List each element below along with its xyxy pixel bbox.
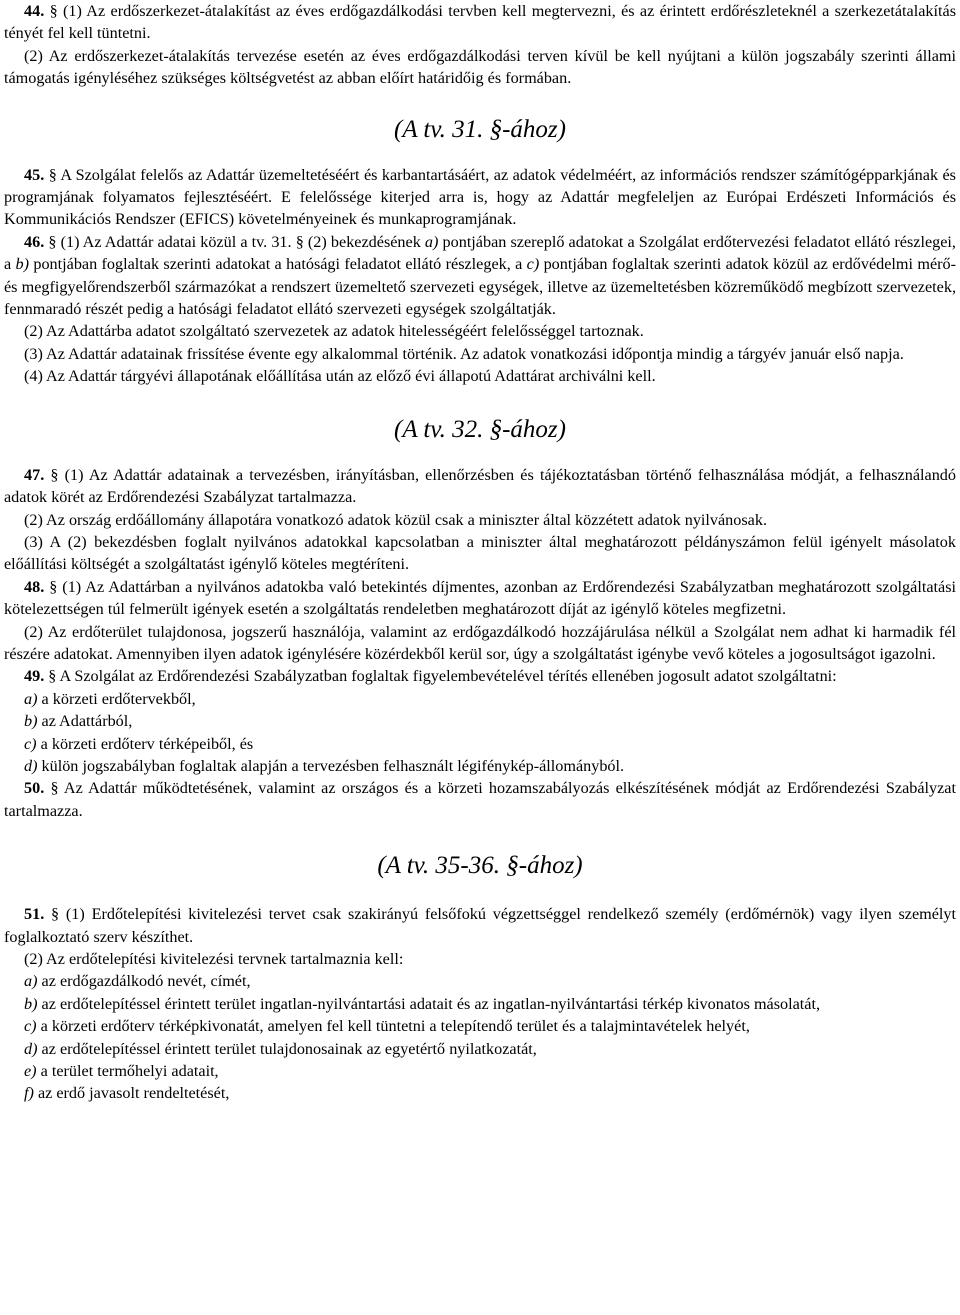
section-number: 49.: [24, 667, 45, 686]
text-run: külön jogszabályban foglaltak alapján a tervezésben felhasznált légifénykép-állományból.: [37, 756, 625, 775]
text-run: (2) Az ország erdőállomány állapotára vonatkozó adatok közül csak a miniszter által közzétett adatok nyilvánosak.: [24, 510, 767, 529]
item-letter: a): [24, 972, 38, 991]
text-run: az Adattárból,: [37, 712, 133, 731]
item-letter: a): [24, 689, 38, 708]
section-51-paragraph-2: [4, 948, 956, 970]
section-51-item-a: [4, 970, 956, 992]
section-46-paragraph-2: [4, 320, 956, 342]
section-number: 45.: [24, 165, 45, 184]
section-51-paragraph-1: [4, 903, 956, 948]
section-46-paragraph-3: [4, 343, 956, 365]
text-run: a terület termőhelyi adatait,: [36, 1062, 219, 1081]
section-number: 50.: [24, 779, 45, 798]
section-49-item-a: [4, 688, 956, 710]
section-number: 51.: [24, 905, 45, 924]
section-44-paragraph-1: [4, 0, 956, 45]
text-run: a körzeti erdőtervekből,: [37, 689, 196, 708]
section-49-item-b: [4, 710, 956, 732]
item-letter: d): [24, 756, 38, 775]
section-44-paragraph-2: [4, 45, 956, 90]
section-49-item-c: [4, 733, 956, 755]
section-number: 47.: [24, 465, 45, 484]
item-letter: d): [24, 1039, 38, 1058]
section-number: 48.: [24, 577, 45, 596]
text-run: § (1) Az Adattár adatai közül a tv. 31. § (2) bekezdésének: [44, 232, 425, 251]
text-run: pontjában foglaltak szerinti adatok közül az erdővédelmi mérő- és megfigyelőrendszerből származókat a rendszert üzemeltető szervezeti egységek, illetve az üzemeltetésben közreműködő megbízott szervezetek, fennmaradó részét pedig a hatósági feladatot ellátó szervezeti egységek szolgáltatják.: [4, 255, 956, 319]
section-number: 46.: [24, 232, 45, 251]
heading-tv-35-36: (A tv. 35-36. §-ához): [377, 852, 583, 880]
item-letter: a): [424, 232, 439, 251]
text-run: a körzeti erdőterv térképkivonatát, amelyen fel kell tüntetni a telepítendő terület és a talajmintavételek helyét,: [36, 1017, 750, 1036]
text-run: a körzeti erdőterv térképeiből, és: [36, 734, 254, 753]
section-51-item-b: [4, 993, 956, 1015]
text-run: § A Szolgálat az Erdőrendezési Szabályzatban foglaltak figyelembevételével térítés ellenében jogosult adatot szolgáltatni:: [44, 667, 837, 686]
text-run: az erdőtelepítéssel érintett terület tulajdonosainak az egyetértő nyilatkozatát,: [37, 1039, 537, 1058]
item-letter: e): [24, 1062, 37, 1081]
section-47-paragraph-1: [4, 464, 956, 509]
item-letter: c): [526, 255, 540, 274]
text-run: § (1) Az Adattár adatainak a tervezésben, irányításban, ellenőrzésben és tájékoztatásban történő felhasználása módját, a felhasználandó adatok körét az Erdőrendezési Szabályzat tartalmazza.: [4, 465, 956, 507]
text-run: pontjában foglaltak szerinti adatokat a hatósági feladatot ellátó részlegek, a: [29, 255, 527, 274]
text-run: az erdőtelepítéssel érintett terület ingatlan-nyilvántartási adatait és az ingatlan-nyilvántartási térkép kivonatos másolatát,: [37, 994, 821, 1013]
section-51-item-f: [4, 1082, 956, 1104]
text-run: (2) Az erdőszerkezet-átalakítás tervezése esetén az éves erdőgazdálkodási terven kívül be kell nyújtani a külön jogszabály szerinti állami támogatás igényléséhez szükséges költségvetést az abban előírt határidőig és formában.: [4, 46, 956, 88]
text-run: (3) A (2) bekezdésben foglalt nyilvános adatokkal kapcsolatban a miniszter által meghatározott példányszámon felül igényelt másolatok előállítási költségét a szolgáltatást igénylő köteles megtéríteni.: [4, 532, 956, 574]
item-letter: b): [24, 994, 38, 1013]
item-letter: c): [24, 1017, 37, 1036]
section-51-item-e: [4, 1060, 956, 1082]
text-run: (2) Az Adattárba adatot szolgáltató szervezetek az adatok hitelességéért felelősséggel tartoznak.: [24, 322, 644, 341]
section-48-paragraph-2: [4, 621, 956, 666]
section-49-item-d: [4, 755, 956, 777]
text-run: (2) Az erdőtelepítési kivitelezési tervnek tartalmaznia kell:: [24, 950, 404, 968]
heading-tv-32: (A tv. 32. §-ához): [394, 415, 566, 443]
text-run: az erdő javasolt rendeltetését,: [33, 1084, 230, 1103]
section-49-paragraph: [4, 665, 956, 687]
section-number: 44.: [24, 2, 45, 20]
item-letter: f): [24, 1084, 34, 1103]
item-letter: b): [15, 255, 30, 274]
text-run: (4) Az Adattár tárgyévi állapotának előállítása után az előző évi állapotú Adattárat archiválni kell.: [24, 367, 656, 386]
section-51-item-d: [4, 1038, 956, 1060]
heading-tv-31: (A tv. 31. §-ához): [394, 115, 566, 143]
text-run: § Az Adattár működtetésének, valamint az országos és a körzeti hozamszabályozás elkészítésének módját az Erdőrendezési Szabályzat tartalmazza.: [4, 779, 956, 820]
text-run: (2) Az erdőterület tulajdonosa, jogszerű használója, valamint az erdőgazdálkodó hozzájárulása nélkül a Szolgálat nem adhat ki harmadik fél részére adatokat. Amennyiben ilyen adatok igénylésére közérdekből kerül sor, úgy a szolgáltatást igénybe vevő köteles a jogosultságot igazolni.: [4, 622, 956, 663]
section-45-paragraph: [4, 164, 956, 231]
text-run: § A Szolgálat felelős az Adattár üzemeltetéséért és karbantartásáért, az adatok védelméért, az információs rendszer számítógépparkjának és programjának folyamatos fejlesztéséért. E felelőssége kiterjed arra is, hogy az Adattár megfeleljen az Európai Erdészeti Információs és Kommunikációs Rendszer (EFICS) követelményeinek és munkaprogramjának.: [4, 165, 956, 229]
section-46-paragraph-1: [4, 231, 956, 321]
section-51-item-c: [4, 1015, 956, 1037]
section-48-paragraph-1: [4, 576, 956, 621]
text-run: az erdőgazdálkodó nevét, címét,: [37, 972, 251, 991]
text-run: § (1) Erdőtelepítési kivitelezési tervet csak szakirányú felsőfokú végzettséggel rendelkező személy (erdőmérnök) vagy ilyen személyt foglalkoztató szerv készíthet.: [4, 905, 956, 946]
item-letter: b): [24, 712, 38, 731]
section-50-paragraph: [4, 777, 956, 822]
item-letter: c): [24, 734, 37, 753]
text-run: § (1) Az Adattárban a nyilvános adatokba való betekintés díjmentes, azonban az Erdőrendezési Szabályzatban meghatározott szolgáltatási kötelezettségen túl felmerült igények esetén a szolgáltatás rendeletben meghatározott díját az igénylő köteles megfizetni.: [4, 577, 956, 619]
text-run: (3) Az Adattár adatainak frissítése évente egy alkalommal történik. Az adatok vonatkozási időpontja mindig a tárgyév január első napja.: [24, 344, 904, 363]
section-47-paragraph-2: [4, 509, 956, 531]
text-run: § (1) Az erdőszerkezet-átalakítást az éves erdőgazdálkodási tervben kell megtervezni, és az érintett erdőrészleteknél a szerkezetátalakítás tényét fel kell tüntetni.: [4, 2, 956, 43]
text-run: pontjában szereplő adatokat a Szolgálat erdőtervezési feladatot ellátó részlegei, a: [4, 232, 956, 274]
section-46-paragraph-4: [4, 365, 956, 387]
section-47-paragraph-3: [4, 531, 956, 576]
